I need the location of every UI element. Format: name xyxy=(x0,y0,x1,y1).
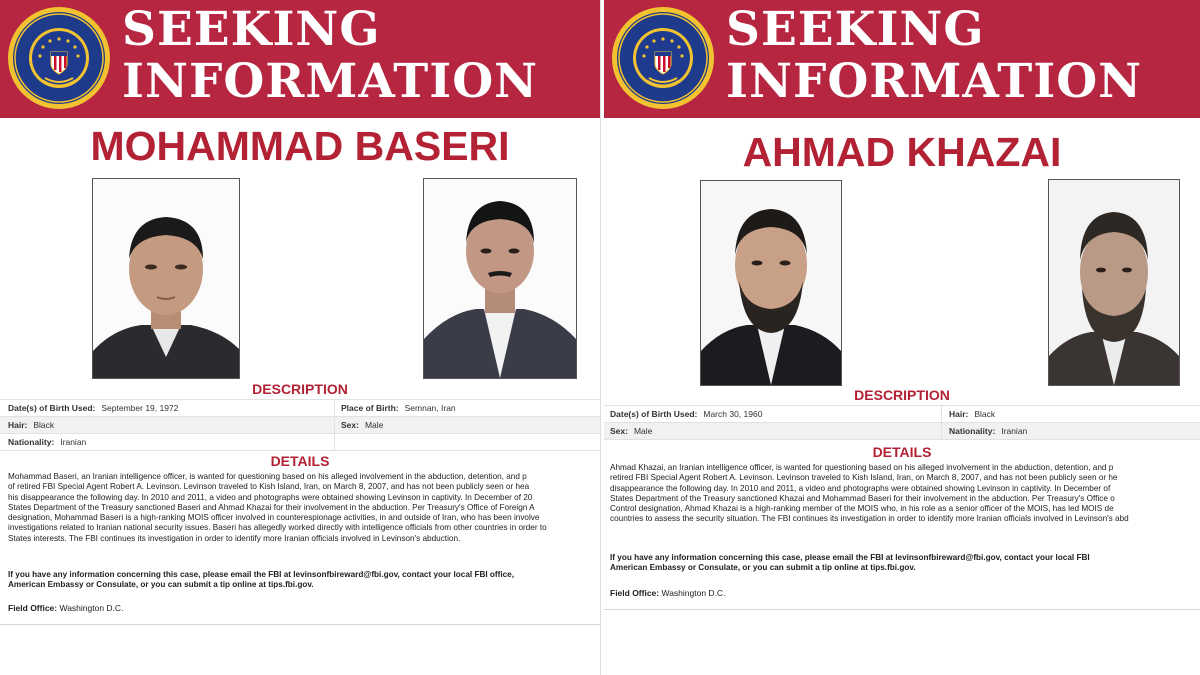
nationality-cell xyxy=(8,434,86,450)
portrait-image xyxy=(93,179,239,378)
fbi-seal-icon xyxy=(7,6,111,110)
details-line: Mohammad Baseri, an Iranian intelligence officer, is wanted for questioning based on his alleged involvement in the abduction, detention, and p xyxy=(8,472,527,481)
field-office-value: Washington D.C. xyxy=(59,603,124,613)
details-line: Ahmad Khazai, an Iranian intelligence officer, is wanted for questioning based on his alleged involvement in the abduction, detention, and p xyxy=(610,463,1114,472)
hair-value: Black xyxy=(974,409,996,419)
details-paragraph xyxy=(610,463,1200,525)
field-office-value: Washington D.C. xyxy=(661,588,726,598)
details-line: his disappearance the following day. In 2010 and 2011, a video and photographs were obtained showing Levinson in captivity. In December of 20 xyxy=(8,492,533,502)
field-office xyxy=(610,588,725,598)
dob-label: Date(s) of Birth Used: xyxy=(610,409,698,419)
description-heading: DESCRIPTION xyxy=(252,381,348,397)
field-office xyxy=(8,603,123,613)
field-office-label: Field Office: xyxy=(610,588,660,598)
nationality-value: Iranian xyxy=(1001,426,1028,436)
contact-line: American Embassy or Consulate, or you can submit a tip online at tips.fbi.gov. xyxy=(610,563,916,573)
subject-photo-2 xyxy=(1048,179,1180,386)
description-heading: DESCRIPTION xyxy=(854,387,950,403)
details-line: retired FBI Special Agent Robert A. Levinson. Levinson traveled to Kish Island, Iran, on March 8, 2007, and has not been publicly seen or he xyxy=(610,473,1118,483)
nationality-value: Iranian xyxy=(60,437,87,447)
hair-cell xyxy=(8,417,54,433)
details-line: investigations related to Iranian national security issues. Baseri has allegedly worked directly with intelligence officials from other countries in order to xyxy=(8,523,547,533)
details-line: disappearance the following day. In 2010 and 2011, a video and photographs were obtained showing Levinson in captivity. In December of xyxy=(610,483,1111,493)
sex-value: Male xyxy=(633,426,653,436)
field-office-label: Field Office: xyxy=(8,603,58,613)
dob-cell xyxy=(8,400,178,416)
dob-value: March 30, 1960 xyxy=(703,409,763,419)
contact-line: If you have any information concerning this case, please email the FBI at levinsonfbireward@fbi.gov, contact your local FBI xyxy=(610,553,1090,562)
description-row xyxy=(604,405,1200,422)
seeking-information-banner xyxy=(604,0,1200,118)
poster-ahmad-khazai xyxy=(604,0,1200,675)
contact-paragraph xyxy=(610,553,1200,574)
nationality-label: Nationality: xyxy=(8,437,55,447)
description-row xyxy=(0,399,600,416)
details-line: States interests. The FBI continues its investigation in order to identify more Iranian officials involved in Levinson's abduction. xyxy=(8,533,461,543)
contact-paragraph xyxy=(8,570,600,591)
sex-value: Male xyxy=(364,420,384,430)
sex-label: Sex: xyxy=(610,426,628,436)
contact-line: American Embassy or Consulate, or you can submit a tip online at tips.fbi.gov. xyxy=(8,580,314,590)
nationality-cell xyxy=(949,423,1027,439)
sex-cell xyxy=(610,423,652,439)
banner-line-information: INFORMATION xyxy=(726,54,1143,109)
subject-photo-2 xyxy=(423,178,577,379)
subject-photo-1 xyxy=(92,178,240,379)
subject-photo-1 xyxy=(700,180,842,386)
bottom-rule xyxy=(604,609,1200,610)
details-line: Control designation, Ahmad Khazai is a high-ranking member of the MOIS who, in his role as a senior officer of the MOIS, has led MOIS de xyxy=(610,504,1114,514)
subject-name: MOHAMMAD BASERI xyxy=(90,123,510,169)
description-table xyxy=(0,399,600,451)
pob-cell xyxy=(341,400,456,416)
sex-label: Sex: xyxy=(341,420,359,430)
pob-value: Semnan, Iran xyxy=(404,403,456,413)
portrait-image xyxy=(424,179,576,378)
details-heading: DETAILS xyxy=(270,453,330,469)
sex-cell xyxy=(341,417,383,433)
banner-line-seeking: SEEKING xyxy=(122,2,381,57)
banner-line-seeking: SEEKING xyxy=(726,2,985,57)
details-line: of retired FBI Special Agent Robert A. Levinson. Levinson traveled to Kish Island, Iran, on March 8, 2007, and has not been publicly seen or hea xyxy=(8,482,530,492)
details-line: designation, Mohammad Baseri is a high-ranking MOIS officer involved in counterespionage activities, in and outside of Iran, who has been involve xyxy=(8,513,540,523)
description-table xyxy=(604,405,1200,440)
portrait-image xyxy=(1049,180,1179,385)
details-line: States Department of the Treasury sanctioned Khazai and Mohammad Baseri for their involvement in the abduction. Per Treasury's Office o xyxy=(610,493,1115,503)
contact-line: If you have any information concerning this case, please email the FBI at levinsonfbireward@fbi.gov, contact your local FBI office, xyxy=(8,570,515,579)
description-row xyxy=(0,433,600,451)
subject-name: AHMAD KHAZAI xyxy=(742,129,1062,175)
details-paragraph xyxy=(8,472,600,544)
description-row xyxy=(604,422,1200,440)
hair-cell xyxy=(949,406,995,422)
bottom-rule xyxy=(0,624,600,625)
fbi-seal-icon xyxy=(611,6,715,110)
details-line: countries to assess the security situation. The FBI continues its investigation in order to identify more Iranian officials involved in Levinson's abd xyxy=(610,514,1129,524)
details-heading: DETAILS xyxy=(872,444,932,460)
banner-line-information: INFORMATION xyxy=(122,54,539,109)
details-line: States Department of the Treasury sanctioned Baseri and Ahmad Khazai for their involvement in the abduction. Per Treasury's Office of Foreign A xyxy=(8,502,535,512)
description-row xyxy=(0,416,600,433)
dob-label: Date(s) of Birth Used: xyxy=(8,403,96,413)
portrait-image xyxy=(701,181,841,385)
dob-cell xyxy=(610,406,762,422)
seeking-information-banner xyxy=(0,0,600,118)
pob-label: Place of Birth: xyxy=(341,403,399,413)
dob-value: September 19, 1972 xyxy=(101,403,179,413)
hair-label: Hair: xyxy=(949,409,969,419)
hair-value: Black xyxy=(33,420,55,430)
nationality-label: Nationality: xyxy=(949,426,996,436)
hair-label: Hair: xyxy=(8,420,28,430)
